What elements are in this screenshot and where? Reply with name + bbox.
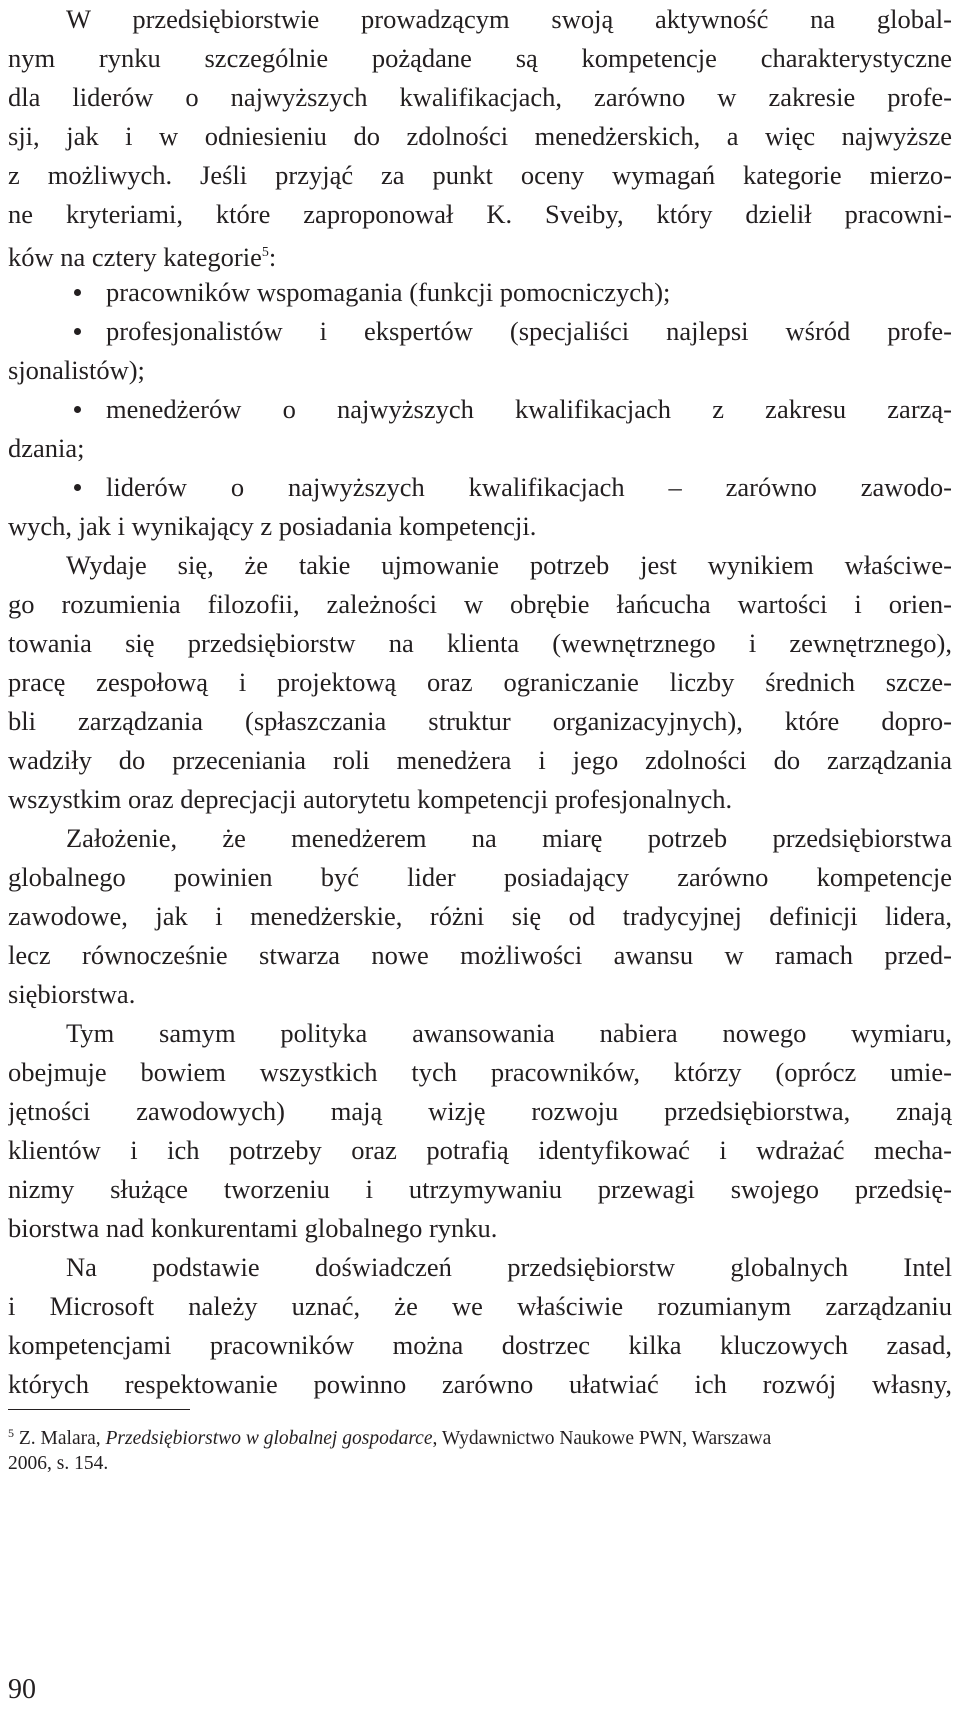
page-number: 90 [8,1674,36,1705]
text-line: siębiorstwa. [8,979,136,1009]
text-line: towania się przedsiębiorstw na klienta (wewnętrznego i zewnętrznego), [8,628,952,658]
text-line: nizmy służące tworzeniu i utrzymywaniu przewagi swojego przedsię- [8,1174,952,1204]
bullet-item: profesjonalistów i ekspertów (specjaliści najlepsi wśród profe- [70,312,952,350]
text-line: wszystkim oraz deprecjacji autorytetu kompetencji profesjonalnych. [8,784,733,814]
text-line: dzania; [8,433,85,463]
text-line: dla liderów o najwyższych kwalifikacjach, zarówno w zakresie profe- [8,82,952,112]
footnote-marker: 5 [261,245,269,260]
footnote-number: 5 [8,1426,14,1440]
text-line: sji, jak i w odniesieniu do zdolności menedżerskich, a więc najwyższe [8,121,952,151]
footnote-continuation [8,1449,952,1479]
text-line: pracę zespołową i projektową oraz ograniczanie liczby średnich szcze- [8,667,952,697]
footnote-separator [8,1409,190,1410]
text-line: kompetencjami pracowników można dostrzec kilka kluczowych zasad, [8,1330,952,1360]
footnote-year-pages: 2006, s. 154. [8,1453,109,1474]
text-line: Tym samym polityka awansowania nabiera nowego wymiaru, [66,1018,952,1048]
text-line: i Microsoft należy uznać, że we właściwie rozumianym zarządzaniu [8,1291,952,1321]
text-line: wych, jak i wynikający z posiadania kompetencji. [8,511,537,541]
footnote-publisher: , Wydawnictwo Naukowe PWN, Warszawa [432,1428,772,1449]
text-line: klientów i ich potrzeby oraz potrafią identyfikować i wdrażać mecha- [8,1135,952,1165]
bullet-item: menedżerów o najwyższych kwalifikacjach z zakresu zarzą- [70,390,952,428]
text-line: Założenie, że menedżerem na miarę potrzeb przedsiębiorstwa [66,823,952,853]
footnote-title: Przedsiębiorstwo w globalnej gospodarce [105,1428,433,1449]
text-line: go rozumienia filozofii, zależności w obrębie łańcucha wartości i orien- [8,589,952,619]
text-line: ne kryteriami, które zaproponował K. Sveiby, który dzielił pracowni- [8,199,952,229]
text-line: W przedsiębiorstwie prowadzącym swoją aktywność na global- [66,4,952,34]
text-line: bli zarządzania (spłaszczania struktur organizacyjnych), które dopro- [8,706,952,736]
text-line: globalnego powinien być lider posiadający zarówno kompetencje [8,862,952,892]
text-line: nym rynku szczególnie pożądane są kompetencje charakterystyczne [8,43,952,73]
bullet-item: pracowników wspomagania (funkcji pomocniczych); [70,273,952,311]
text-line: z możliwych. Jeśli przyjąć za punkt oceny wymagań kategorie mierzo- [8,160,952,190]
document-page [8,0,956,1715]
footnote-author: Z. Malara, [18,1428,101,1449]
text-line-suffix: : [268,242,277,272]
text-line-content: ków na cztery kategorie [8,242,262,272]
text-line: sjonalistów); [8,355,145,385]
text-line: których respektowanie powinno zarówno ułatwiać ich rozwój własny, [8,1369,952,1399]
text-line: jętności zawodowych) mają wizję rozwoju przedsiębiorstwa, znają [8,1096,952,1126]
text-line: zawodowe, jak i menedżerskie, różni się od tradycyjnej definicji lidera, [8,901,952,931]
text-line: obejmuje bowiem wszystkich tych pracowników, którzy (oprócz umie- [8,1057,952,1087]
text-line [8,234,952,272]
text-line: biorstwa nad konkurentami globalnego rynku. [8,1213,498,1243]
text-line: Na podstawie doświadczeń przedsiębiorstw globalnych Intel [66,1252,952,1282]
text-line: Wydaje się, że takie ujmowanie potrzeb jest wynikiem właściwe- [66,550,952,580]
text-line: lecz równocześnie stwarza nowe możliwości awansu w ramach przed- [8,940,952,970]
bullet-item: liderów o najwyższych kwalifikacjach – zarówno zawodo- [70,468,952,506]
text-line: wadziły do przeceniania roli menedżera i jego zdolności do zarządzania [8,745,952,775]
